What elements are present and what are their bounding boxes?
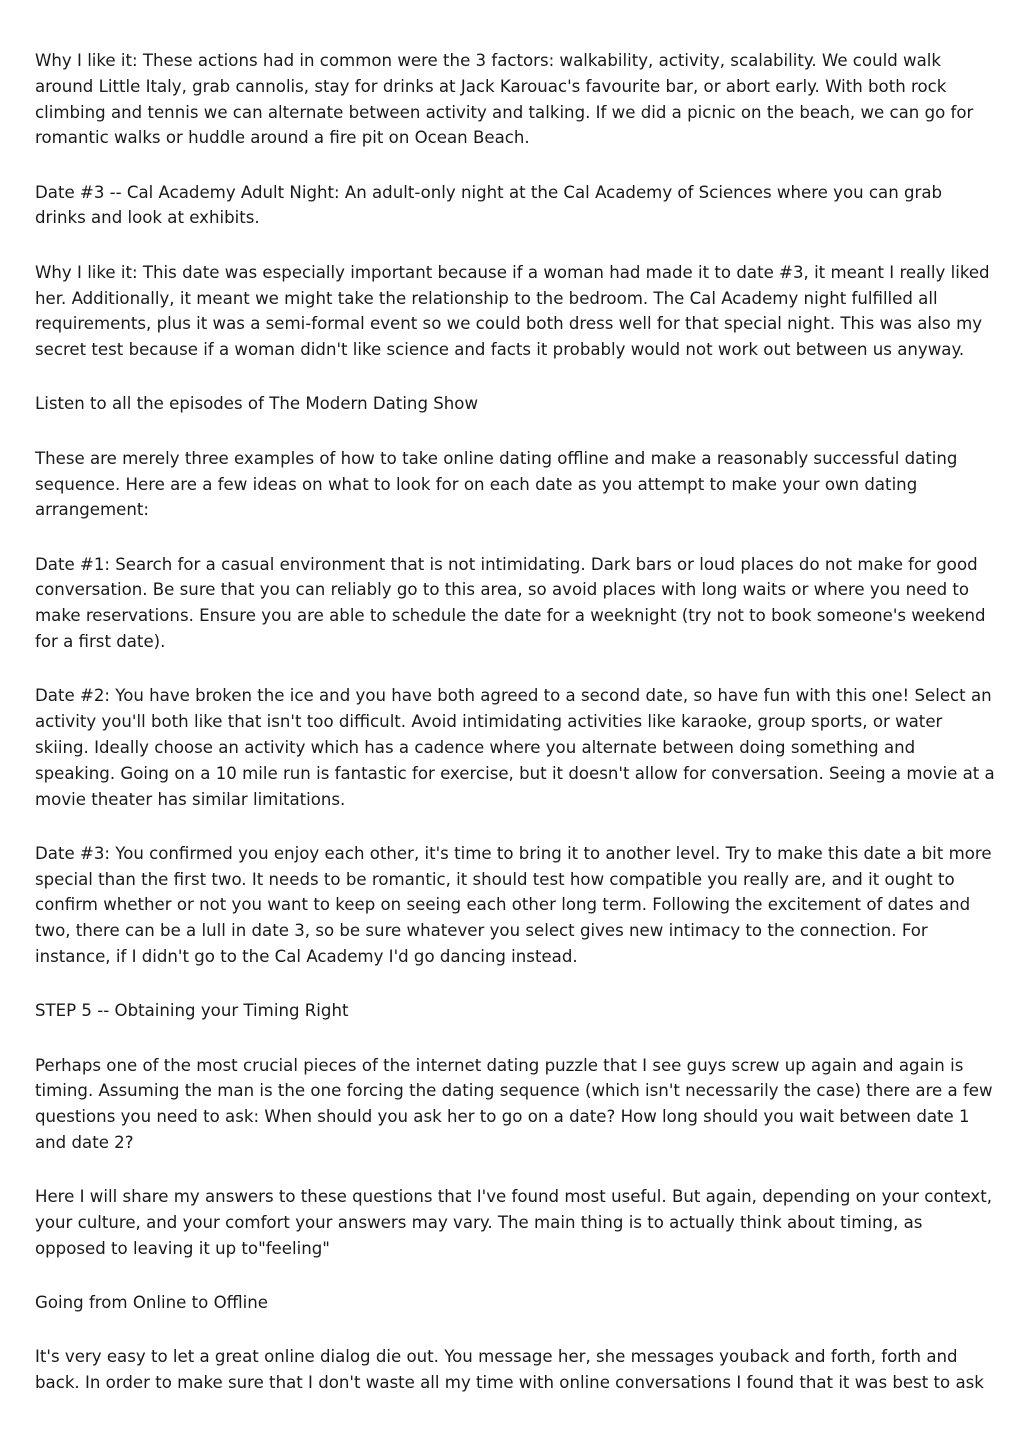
section-heading-online-offline: Going from Online to Offline [35, 1293, 269, 1313]
paragraph-online-dialog: It's very easy to let a great online dialog die out. You message her, she messages youback and forth, forth and back. In order to make sure that I don't waste all my time with online conversations I found that it was best to ask [35, 1347, 984, 1393]
paragraph-why-like-date3: Why I like it: This date was especially important because if a woman had made it to date #3, it meant I really liked her. Additionally, it meant we might take the relationship to the bedroom. The Cal Academy night fulfilled all requirements, plus it was a semi-formal event so we could both dress well for that special night. This was also my secret test because if a woman didn't like science and facts it probably would not work out between us anyway. [35, 262, 990, 360]
paragraph-date1-tips: Date #1: Search for a casual environment that is not intimidating. Dark bars or loud places do not make for good conversation. Be sure that you can reliably go to this area, so avoid places with long waits or where you need to make reservations. Ensure you are able to schedule the date for a weeknight (try not to book someone's weekend for a first date). [35, 554, 986, 652]
paragraph-why-like-walkability: Why I like it: These actions had in common were the 3 factors: walkability, activity, scalability. We could walk around Little Italy, grab cannolis, stay for drinks at Jack Karouac's favourite bar, or abort early. With both rock climbing and tennis we can alternate between activity and talking. If we did a picnic on the beach, we can go for romantic walks or huddle around a fire pit on Ocean Beach. [35, 51, 974, 148]
paragraph-date3-tips: Date #3: You confirmed you enjoy each other, it's time to bring it to another level. Try to make this date a bit more special than the first two. It needs to be romantic, it should test how compatible you really are, and it ought to confirm whether or not you want to keep on seeing each other long term. Following the excitement of dates and two, there can be a lull in date 3, so be sure whatever you select gives new intimacy to the connection. For instance, if I didn't go to the Cal Academy I'd go dancing instead. [35, 843, 992, 967]
document-body [35, 48, 995, 1425]
paragraph-listen-episodes: Listen to all the episodes of The Modern Dating Show [35, 394, 479, 414]
paragraph-answers: Here I will share my answers to these questions that I've found most useful. But again, depending on your context, your culture, and your comfort your answers may vary. The main thing is to actually think about timing, as opposed to leaving it up to"feeling" [35, 1187, 993, 1258]
paragraph-timing: Perhaps one of the most crucial pieces of the internet dating puzzle that I see guys screw up again and again is timing. Assuming the man is the one forcing the dating sequence (which isn't necessarily the case) there are a few questions you need to ask: When should you ask her to go on a date? How long should you wait between date 1 and date 2? [35, 1055, 993, 1152]
paragraph-three-examples: These are merely three examples of how to take online dating offline and make a reasonably successful dating sequence. Here are a few ideas on what to look for on each date as you attempt to make your own dating arrangement: [35, 448, 958, 520]
paragraph-date3-cal-academy: Date #3 -- Cal Academy Adult Night: An adult-only night at the Cal Academy of Sciences where you can grab drinks and look at exhibits. [35, 182, 943, 228]
paragraph-date2-tips: Date #2: You have broken the ice and you have both agreed to a second date, so have fun with this one! Select an activity you'll both like that isn't too difficult. Avoid intimidating activities like karaoke, group sports, or water skiing. Ideally choose an activity which has a cadence where you alternate between doing something and speaking. Going on a 10 mile run is fantastic for exercise, but it doesn't allow for conversation. Seeing a movie at a movie theater has similar limitations. [35, 686, 995, 809]
section-heading-step5: STEP 5 -- Obtaining your Timing Right [35, 1001, 349, 1021]
